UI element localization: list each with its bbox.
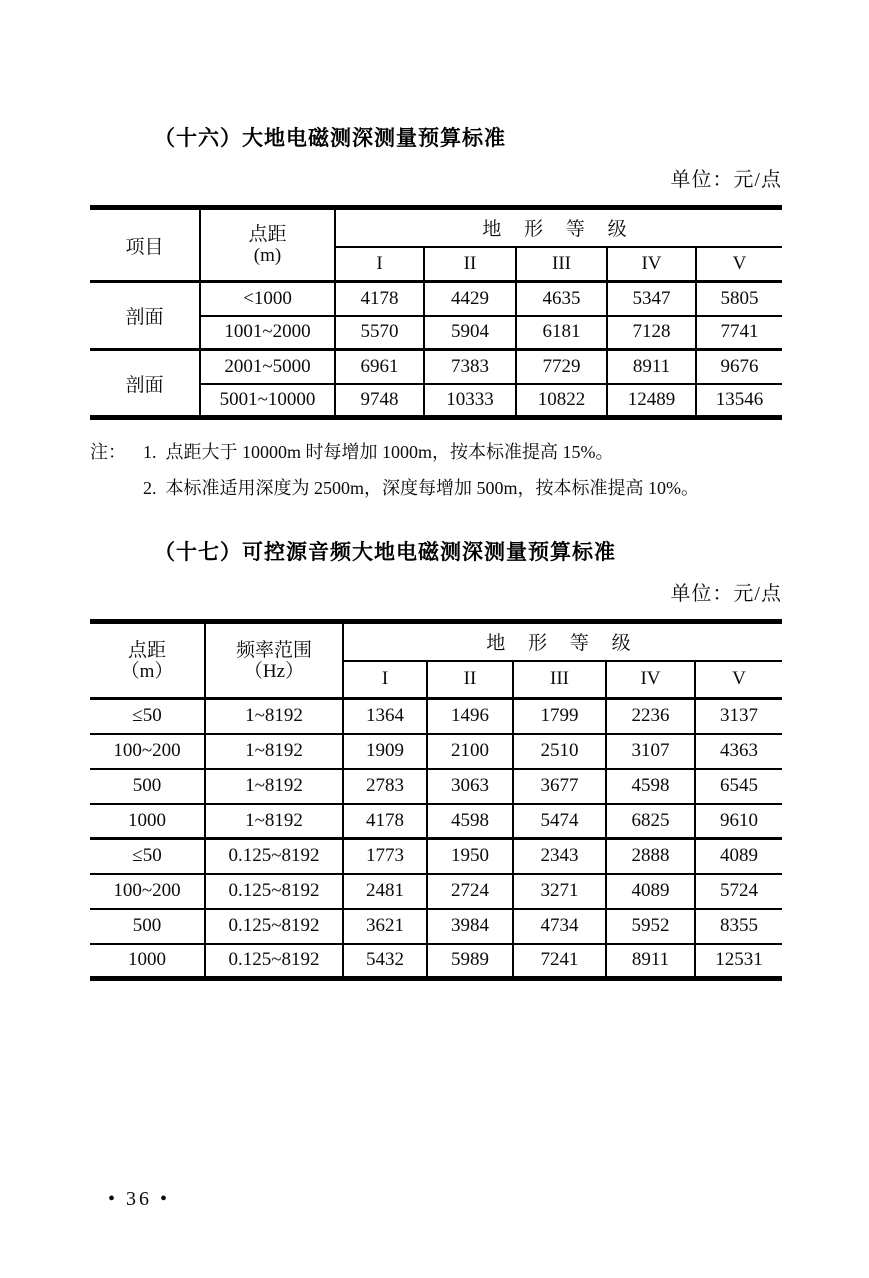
table-cell: 8911	[607, 350, 696, 384]
table-cell: 6545	[695, 769, 782, 804]
t17-spacing-cell: ≤50	[90, 699, 205, 734]
table-cell: 6825	[606, 804, 695, 839]
t17-frequency-cell: 1~8192	[205, 699, 343, 734]
t17-spacing-header-unit: （m）	[120, 660, 174, 682]
table-cell: 10333	[424, 384, 516, 418]
t16-spacing-cell: 5001~10000	[200, 384, 335, 418]
t17-col-header-terrain: 地 形 等 级	[343, 622, 782, 661]
t16-spacing-header-text: 点距	[248, 224, 287, 245]
t16-grade-header: III	[516, 247, 607, 282]
table-cell: 6961	[335, 350, 424, 384]
table-cell: 3984	[427, 909, 513, 944]
note-prefix: 注：	[90, 442, 126, 462]
table-cell: 7729	[516, 350, 607, 384]
table-cell: 3137	[695, 699, 782, 734]
table-cell: 5570	[335, 316, 424, 350]
table-cell: 4598	[606, 769, 695, 804]
table-cell: 9748	[335, 384, 424, 418]
table-cell: 2510	[513, 734, 606, 769]
t16-grade-header: V	[696, 247, 782, 282]
t17-col-header-frequency	[205, 622, 343, 699]
table-cell: 1364	[343, 699, 427, 734]
t17-grade-header: V	[695, 661, 782, 699]
table-cell: 4089	[695, 839, 782, 874]
table-cell: 7128	[607, 316, 696, 350]
t17-spacing-cell: 100~200	[90, 734, 205, 769]
table-cell: 13546	[696, 384, 782, 418]
table-cell: 5805	[696, 282, 782, 316]
table-cell: 4178	[335, 282, 424, 316]
t16-grade-header: II	[424, 247, 516, 282]
table-cell: 5989	[427, 944, 513, 979]
table-cell: 4598	[427, 804, 513, 839]
table-cell: 5952	[606, 909, 695, 944]
note-prefix-spacer	[90, 470, 143, 506]
t17-frequency-header-unit: （Hz）	[243, 660, 305, 682]
table-cell: 1496	[427, 699, 513, 734]
table-16-notes	[90, 434, 782, 506]
table-cell: 3107	[606, 734, 695, 769]
note-text: 点距大于 10000m 时每增加 1000m，按本标准提高 15%。	[165, 442, 614, 462]
table-16-magnetotelluric	[90, 205, 782, 420]
t17-frequency-cell: 0.125~8192	[205, 944, 343, 979]
table-cell: 5474	[513, 804, 606, 839]
table-cell: 3271	[513, 874, 606, 909]
t17-grade-header: III	[513, 661, 606, 699]
table-cell: 4429	[424, 282, 516, 316]
t17-frequency-cell: 0.125~8192	[205, 909, 343, 944]
table-cell: 1799	[513, 699, 606, 734]
section-17-title: （十七）可控源音频大地电磁测深测量预算标准	[154, 541, 616, 564]
t16-spacing-header-unit: (m)	[253, 245, 282, 266]
table-cell: 3063	[427, 769, 513, 804]
t17-grade-header: I	[343, 661, 427, 699]
table-cell: 10822	[516, 384, 607, 418]
t17-spacing-header-text: 点距	[127, 639, 166, 661]
table-cell: 2236	[606, 699, 695, 734]
page-content	[90, 0, 782, 981]
t17-spacing-cell: ≤50	[90, 839, 205, 874]
table-cell: 7383	[424, 350, 516, 384]
t16-col-header-spacing	[200, 208, 335, 282]
t17-spacing-cell: 100~200	[90, 874, 205, 909]
t17-spacing-cell: 500	[90, 909, 205, 944]
table-cell: 2343	[513, 839, 606, 874]
table-cell: 1950	[427, 839, 513, 874]
section-16-title: （十六）大地电磁测深测量预算标准	[154, 127, 506, 150]
table-cell: 2724	[427, 874, 513, 909]
t17-frequency-cell: 1~8192	[205, 804, 343, 839]
section-17-unit-label: 单位：元/点	[670, 583, 782, 605]
table-cell: 12489	[607, 384, 696, 418]
table-cell: 6181	[516, 316, 607, 350]
table-cell: 1909	[343, 734, 427, 769]
table-cell: 4089	[606, 874, 695, 909]
t16-spacing-cell: <1000	[200, 282, 335, 316]
table-cell: 8355	[695, 909, 782, 944]
page-number: • 36 •	[108, 1188, 171, 1210]
table-cell: 1773	[343, 839, 427, 874]
t16-grade-header: IV	[607, 247, 696, 282]
t16-row-group-label: 剖面	[90, 350, 200, 418]
note-number: 1.	[143, 442, 157, 462]
note-line	[90, 470, 782, 506]
table-cell: 3677	[513, 769, 606, 804]
t16-spacing-cell: 2001~5000	[200, 350, 335, 384]
table-cell: 2783	[343, 769, 427, 804]
t17-frequency-cell: 1~8192	[205, 734, 343, 769]
table-cell: 2888	[606, 839, 695, 874]
table-cell: 5904	[424, 316, 516, 350]
table-cell: 4635	[516, 282, 607, 316]
table-cell: 5724	[695, 874, 782, 909]
table-cell: 5347	[607, 282, 696, 316]
table-cell: 8911	[606, 944, 695, 979]
table-cell: 2481	[343, 874, 427, 909]
t16-row-group-label: 剖面	[90, 282, 200, 350]
t17-grade-header: IV	[606, 661, 695, 699]
table-cell: 7741	[696, 316, 782, 350]
table-cell: 5432	[343, 944, 427, 979]
note-text: 本标准适用深度为 2500m，深度每增加 500m，按本标准提高 10%。	[165, 478, 699, 498]
t16-col-header-project: 项目	[90, 208, 200, 282]
t17-spacing-cell: 500	[90, 769, 205, 804]
table-cell: 7241	[513, 944, 606, 979]
t17-frequency-cell: 1~8192	[205, 769, 343, 804]
t16-spacing-cell: 1001~2000	[200, 316, 335, 350]
t17-grade-header: II	[427, 661, 513, 699]
t17-frequency-cell: 0.125~8192	[205, 874, 343, 909]
table-cell: 4178	[343, 804, 427, 839]
section-16-unit-label: 单位：元/点	[670, 169, 782, 191]
table-cell: 12531	[695, 944, 782, 979]
t17-frequency-header-text: 频率范围	[235, 639, 312, 661]
table-17-csamt	[90, 619, 782, 981]
table-cell: 3621	[343, 909, 427, 944]
t16-grade-header: I	[335, 247, 424, 282]
table-cell: 9676	[696, 350, 782, 384]
t17-col-header-spacing	[90, 622, 205, 699]
table-cell: 4734	[513, 909, 606, 944]
t16-col-header-terrain: 地 形 等 级	[335, 208, 782, 247]
note-number: 2.	[143, 478, 157, 498]
table-cell: 9610	[695, 804, 782, 839]
table-cell: 4363	[695, 734, 782, 769]
t17-spacing-cell: 1000	[90, 804, 205, 839]
t17-frequency-cell: 0.125~8192	[205, 839, 343, 874]
table-cell: 2100	[427, 734, 513, 769]
t17-spacing-cell: 1000	[90, 944, 205, 979]
note-line	[90, 434, 782, 470]
